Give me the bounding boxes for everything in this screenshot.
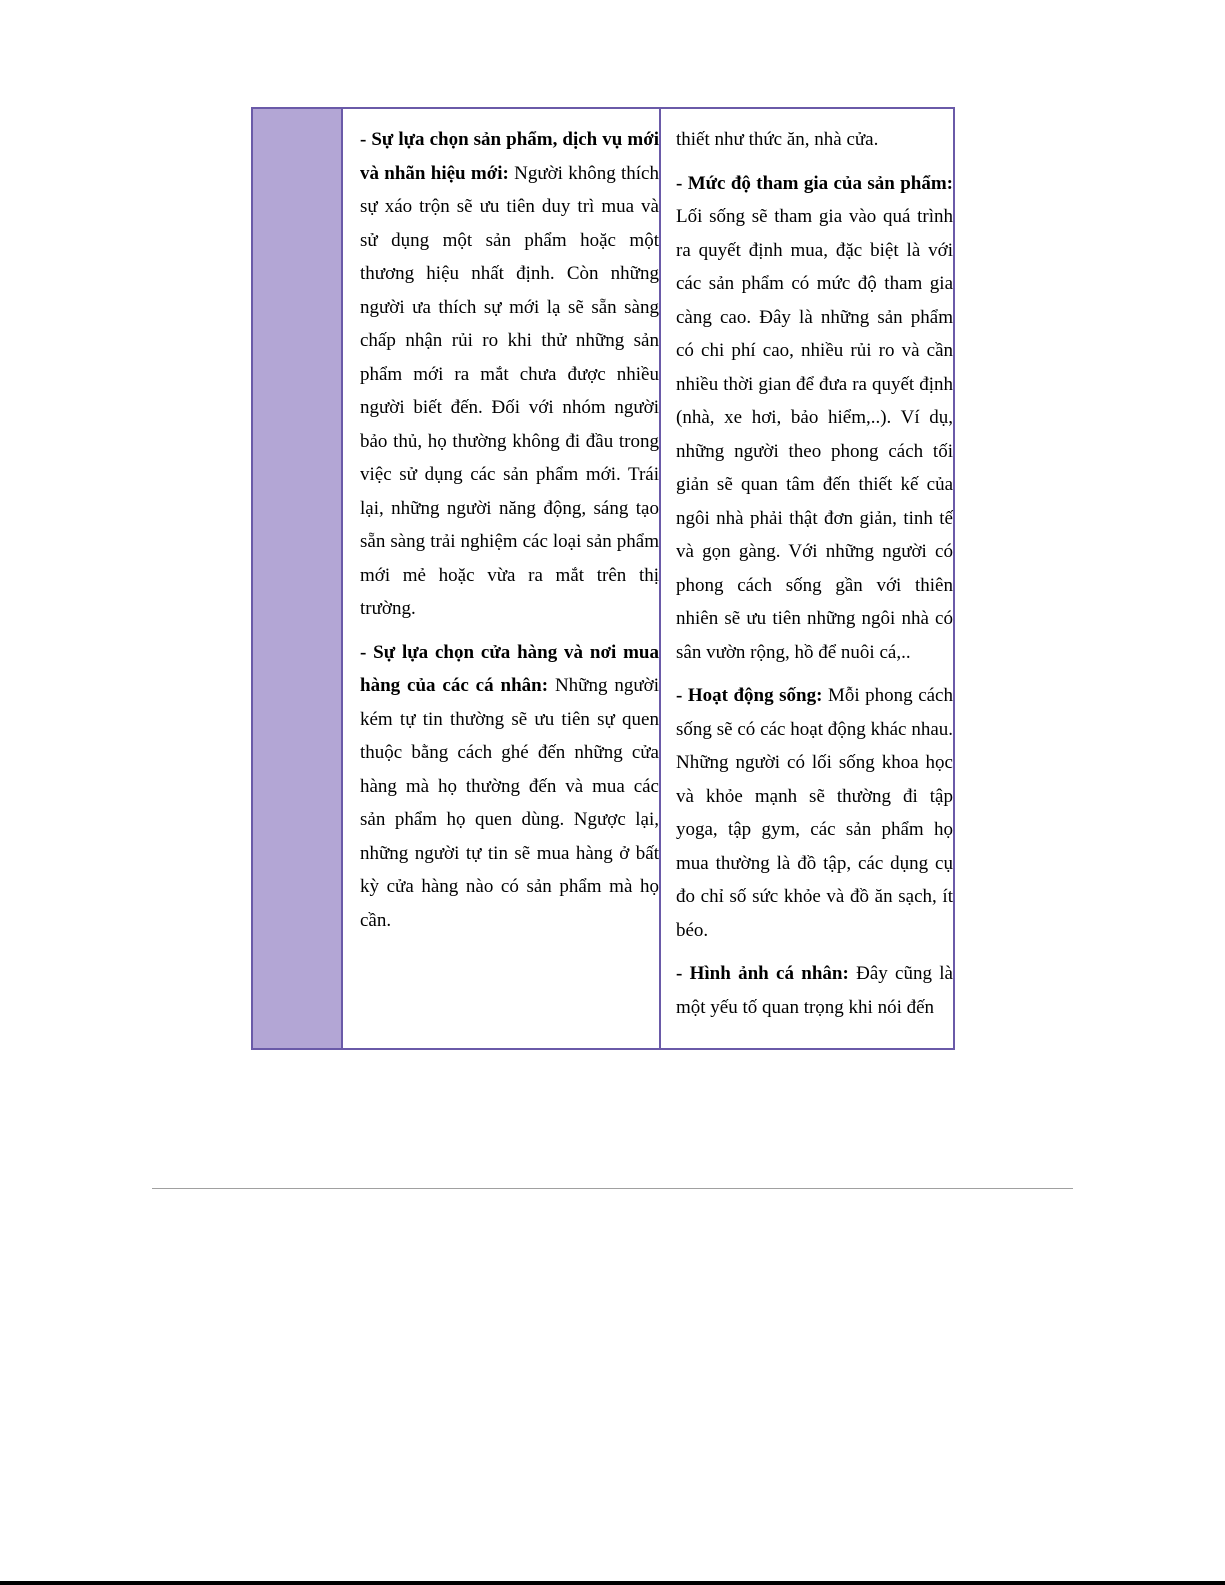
footer-divider: [152, 1188, 1073, 1189]
paragraph-life-activities: [676, 679, 953, 947]
paragraph-heading: - Hoạt động sống:: [676, 685, 823, 706]
table-right-column: [661, 109, 953, 1048]
paragraph-heading: - Sự lựa chọn cửa hàng và nơi mua hàng của các cá nhân:: [360, 641, 659, 696]
paragraph-body: Những người kém tự tin thường sẽ ưu tiên sự quen thuộc bằng cách ghé đến những cửa hàng mà họ thường đến và mua các sản phẩm họ quen dùng. Ngược lại, những người tự tin sẽ mua hàng ở bất kỳ cửa hàng nào có sản phẩm mà họ cần.: [360, 675, 659, 931]
table-side-column: [253, 109, 343, 1048]
content-table: [251, 107, 955, 1050]
paragraph-continuation: [676, 123, 953, 157]
paragraph-body: Lối sống sẽ tham gia vào quá trình ra quyết định mua, đặc biệt là với các sản phẩm có mức độ tham gia càng cao. Đây là những sản phẩm có chi phí cao, nhiều rủi ro và cần nhiều thời gian để đưa ra quyết định (nhà, xe hơi, bảo hiểm,..). Ví dụ, những người theo phong cách tối giản sẽ quan tâm đến thiết kế của ngôi nhà phải thật đơn giản, tinh tế và gọn gàng. Với những người có phong cách sống gần với thiên nhiên sẽ ưu tiên những ngôi nhà có sân vườn rộng, hồ để nuôi cá,..: [676, 206, 953, 663]
paragraph-personal-image: [676, 957, 953, 1024]
paragraph-body: Người không thích sự xáo trộn sẽ ưu tiên duy trì mua và sử dụng một sản phẩm hoặc một thương hiệu nhất định. Còn những người ưa thích sự mới lạ sẽ sẵn sàng chấp nhận rủi ro khi thử những sản phẩm mới ra mắt chưa được nhiều người biết đến. Đối với nhóm người bảo thủ, họ thường không đi đầu trong việc sử dụng các sản phẩm mới. Trái lại, những người năng động, sáng tạo sẵn sàng trải nghiệm các loại sản phẩm mới mẻ hoặc vừa ra mắt trên thị trường.: [360, 162, 659, 619]
paragraph-body: Đây cũng là một yếu tố quan trọng khi nói đến: [676, 963, 953, 1018]
paragraph-body: thiết như thức ăn, nhà cửa.: [676, 129, 879, 150]
page-bottom-edge: [0, 1581, 1225, 1585]
paragraph-product-choice: [360, 123, 659, 626]
paragraph-product-involvement: [676, 167, 953, 670]
paragraph-heading: - Sự lựa chọn sản phẩm, dịch vụ mới và nhãn hiệu mới:: [360, 129, 659, 184]
table-middle-column: [343, 109, 661, 1048]
paragraph-heading: - Hình ảnh cá nhân:: [676, 963, 849, 984]
paragraph-store-choice: [360, 636, 659, 938]
paragraph-body: Mỗi phong cách sống sẽ có các hoạt động khác nhau. Những người có lối sống khoa học và khỏe mạnh sẽ thường đi tập yoga, tập gym, các sản phẩm họ mua thường là đồ tập, các dụng cụ đo chỉ số sức khỏe và đồ ăn sạch, ít béo.: [676, 685, 953, 941]
paragraph-heading: - Mức độ tham gia của sản phẩm:: [676, 172, 953, 194]
